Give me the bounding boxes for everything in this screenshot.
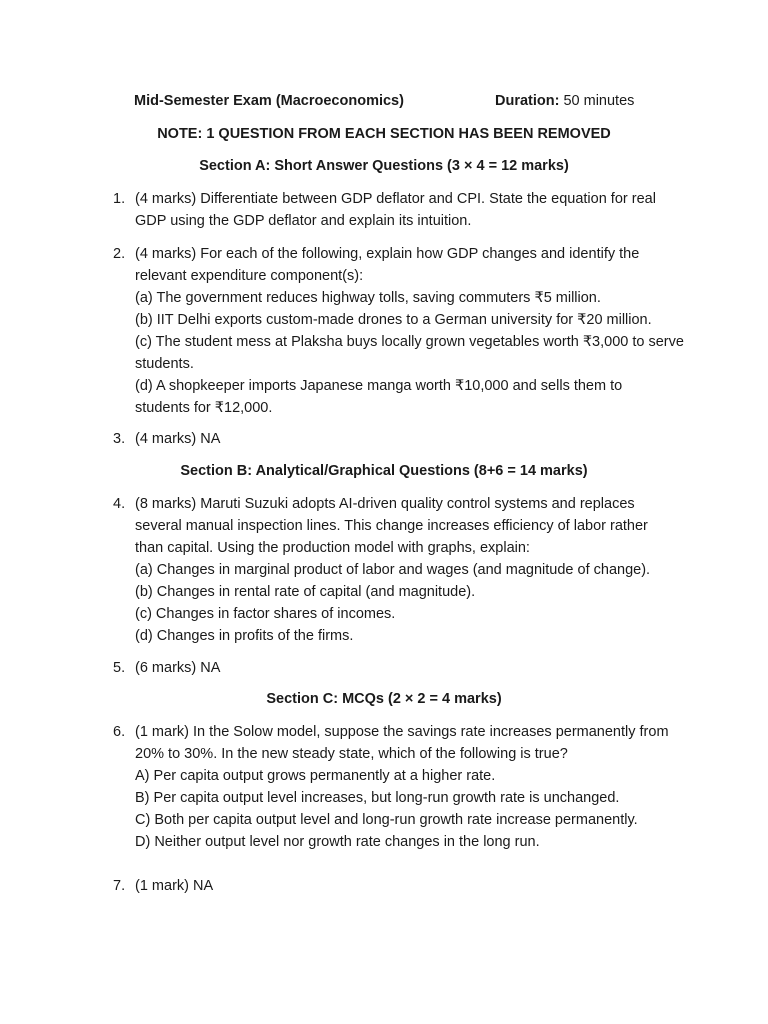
- question-number: 6.: [113, 724, 126, 740]
- question-line: (4 marks) NA: [135, 431, 221, 447]
- question-line: 20% to 30%. In the new steady state, which of the following is true?: [135, 746, 568, 762]
- question-number: 4.: [113, 496, 126, 512]
- question-line: relevant expenditure component(s):: [135, 268, 364, 284]
- question-line: (4 marks) For each of the following, explain how GDP changes and identify the: [135, 246, 640, 262]
- question-number: 7.: [113, 878, 126, 894]
- question-number: 1.: [113, 191, 126, 207]
- question-line: (b) IIT Delhi exports custom-made drones to a German university for ₹20 million.: [135, 312, 652, 328]
- question-7: [113, 875, 683, 897]
- question-line: students.: [135, 356, 194, 372]
- question-5: [113, 657, 683, 679]
- question-number: 3.: [113, 431, 126, 447]
- question-line: (8 marks) Maruti Suzuki adopts AI-driven quality control systems and replaces: [135, 496, 635, 512]
- section-b-heading: Section B: Analytical/Graphical Questions (8+6 = 14 marks): [180, 463, 588, 479]
- question-line: (1 mark) In the Solow model, suppose the savings rate increases permanently from: [135, 724, 669, 740]
- exam-header: [134, 93, 654, 113]
- question-6: [113, 721, 683, 853]
- question-line: (b) Changes in rental rate of capital (and magnitude).: [135, 584, 476, 600]
- section-c-heading: Section C: MCQs (2 × 2 = 4 marks): [266, 691, 502, 707]
- question-line: (c) The student mess at Plaksha buys locally grown vegetables worth ₹3,000 to serve: [135, 334, 684, 350]
- question-line: students for ₹12,000.: [135, 400, 273, 416]
- question-line: GDP using the GDP deflator and explain its intuition.: [135, 213, 472, 229]
- question-line: several manual inspection lines. This change increases efficiency of labor rather: [135, 518, 648, 534]
- question-1: [113, 188, 683, 232]
- exam-duration: [495, 93, 634, 109]
- question-line: (a) The government reduces highway tolls, saving commuters ₹5 million.: [135, 290, 601, 306]
- question-line: (d) A shopkeeper imports Japanese manga worth ₹10,000 and sells them to: [135, 378, 623, 394]
- question-line: (4 marks) Differentiate between GDP deflator and CPI. State the equation for real: [135, 191, 656, 207]
- section-a-heading: Section A: Short Answer Questions (3 × 4 = 12 marks): [199, 158, 569, 174]
- question-line: (a) Changes in marginal product of labor and wages (and magnitude of change).: [135, 562, 651, 578]
- mcq-option-a: A) Per capita output grows permanently at a higher rate.: [135, 768, 496, 784]
- question-line: than capital. Using the production model with graphs, explain:: [135, 540, 530, 556]
- question-line: (d) Changes in profits of the firms.: [135, 628, 354, 644]
- question-line: (c) Changes in factor shares of incomes.: [135, 606, 396, 622]
- duration-value: 50 minutes: [563, 93, 635, 109]
- exam-note: NOTE: 1 QUESTION FROM EACH SECTION HAS BEEN REMOVED: [157, 126, 611, 142]
- question-line: (1 mark) NA: [135, 878, 214, 894]
- question-number: 2.: [113, 246, 126, 262]
- question-line: (6 marks) NA: [135, 660, 221, 676]
- question-2: [113, 243, 683, 419]
- question-3: [113, 428, 683, 450]
- mcq-option-b: B) Per capita output level increases, but long-run growth rate is unchanged.: [135, 790, 620, 806]
- duration-label: Duration:: [495, 93, 560, 109]
- exam-title: Mid-Semester Exam (Macroeconomics): [134, 93, 404, 109]
- mcq-option-c: C) Both per capita output level and long-run growth rate increase permanently.: [135, 812, 638, 828]
- mcq-option-d: D) Neither output level nor growth rate changes in the long run.: [135, 834, 540, 850]
- question-4: [113, 493, 683, 647]
- question-number: 5.: [113, 660, 126, 676]
